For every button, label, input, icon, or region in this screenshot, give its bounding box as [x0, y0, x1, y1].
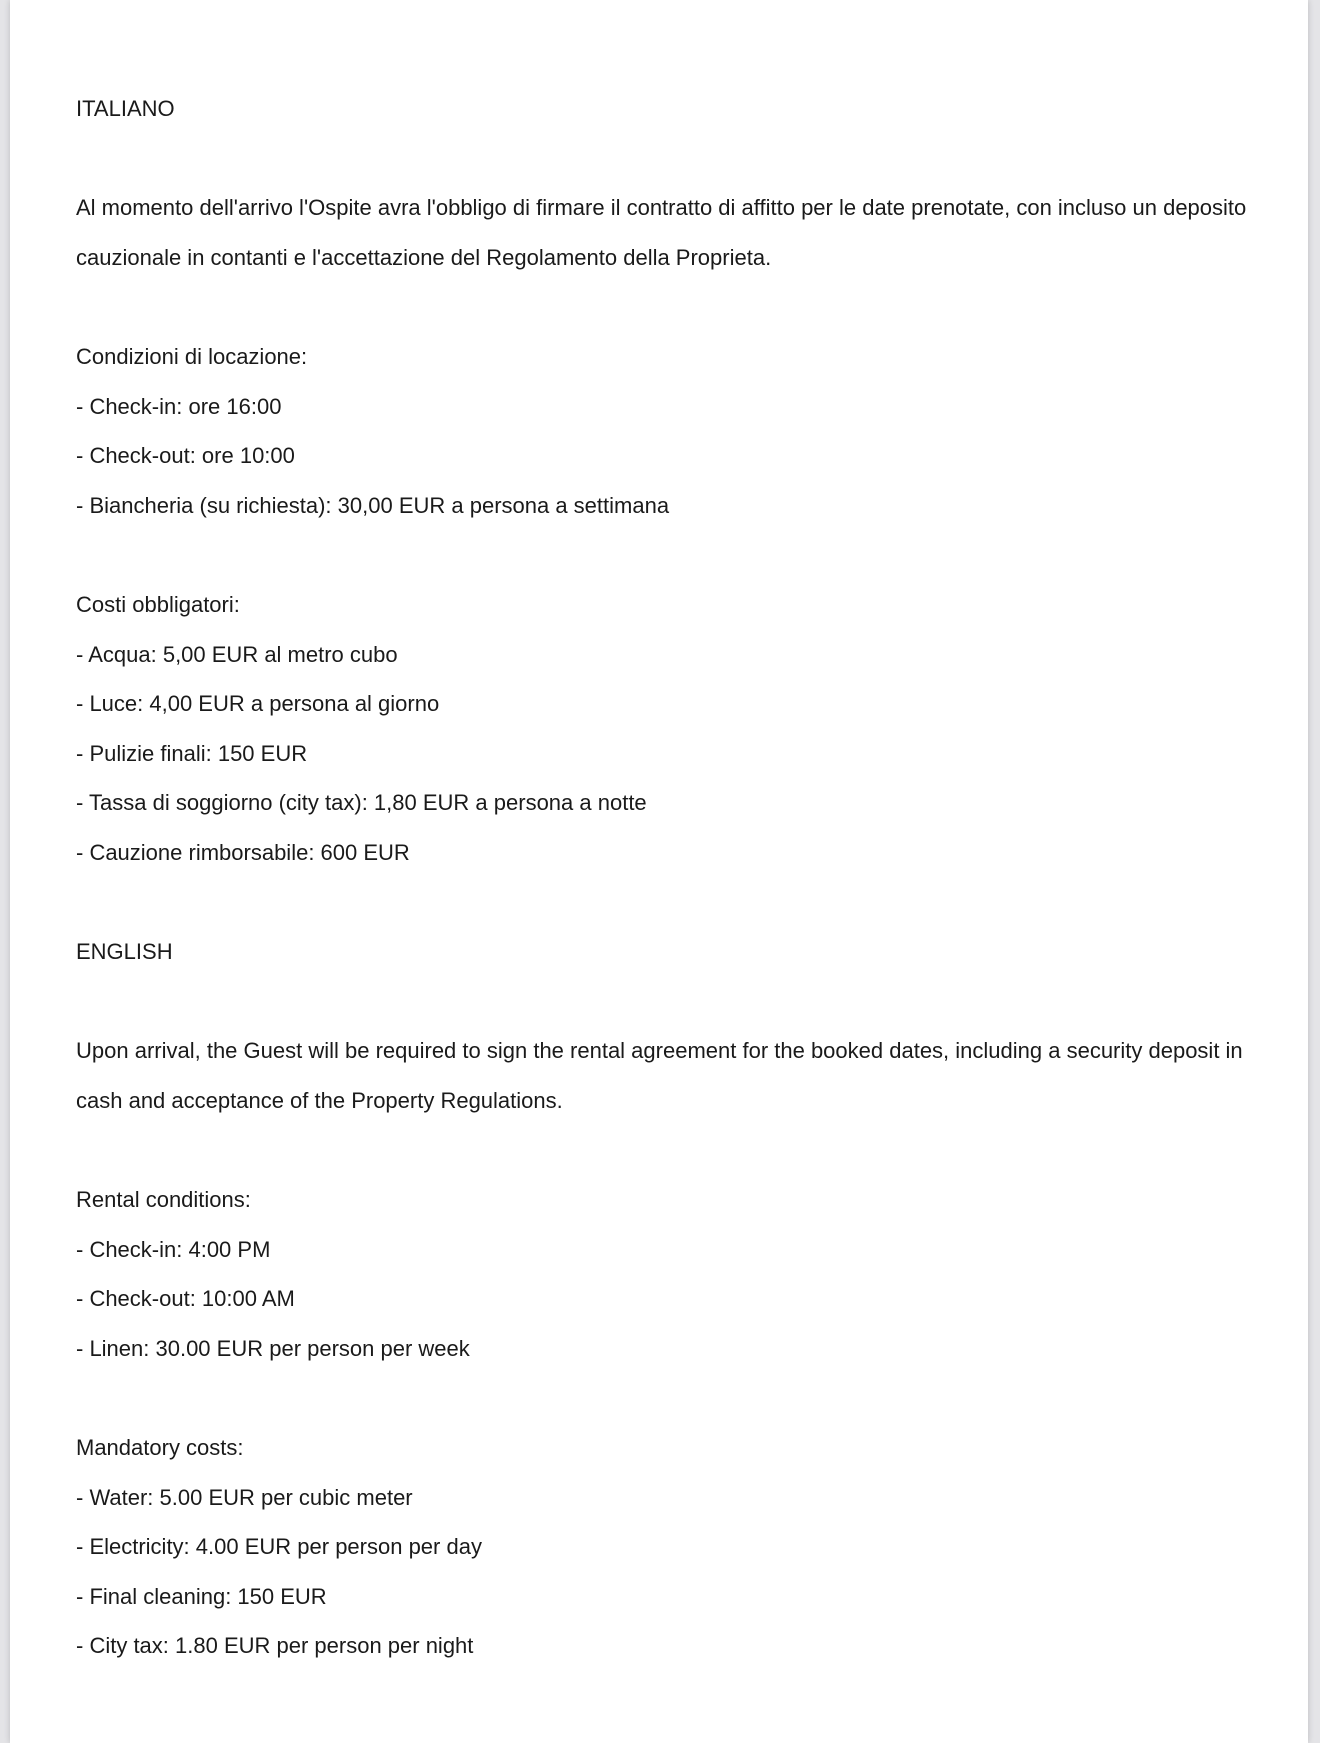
italian-conditions-title: Condizioni di locazione: — [76, 343, 308, 369]
spacer — [76, 282, 1256, 332]
document-page — [10, 0, 1308, 1743]
italian-condition-checkout: - Check-out: ore 10:00 — [76, 443, 295, 469]
italian-heading: ITALIANO — [76, 96, 175, 121]
italian-cost-electricity: - Luce: 4,00 EUR a persona al giorno — [76, 691, 440, 717]
italian-cost-water: - Acqua: 5,00 EUR al metro cubo — [76, 641, 398, 667]
english-condition-linen: - Linen: 30.00 EUR per person per week — [76, 1335, 470, 1361]
english-intro-line-1: Upon arrival, the Guest will be required to sign the rental agreement for the booked dates, including a security deposit in — [76, 1038, 1243, 1064]
italian-condition-linen: - Biancheria (su richiesta): 30,00 EUR a persona a settimana — [76, 492, 670, 518]
english-cost-electricity: - Electricity: 4.00 EUR per person per day — [76, 1534, 482, 1560]
spacer — [76, 878, 1256, 928]
english-conditions-title: Rental conditions: — [76, 1187, 251, 1213]
english-intro-line-2: cash and acceptance of the Property Regulations. — [76, 1087, 563, 1113]
italian-cost-deposit: - Cauzione rimborsabile: 600 EUR — [76, 839, 410, 865]
english-cost-cleaning: - Final cleaning: 150 EUR — [76, 1583, 327, 1609]
italian-costs-title: Costi obbligatori: — [76, 591, 240, 617]
italian-intro-line-2: cauzionale in contanti e l'accettazione del Regolamento della Proprieta. — [76, 244, 772, 270]
english-condition-checkout: - Check-out: 10:00 AM — [76, 1286, 295, 1312]
english-condition-checkin: - Check-in: 4:00 PM — [76, 1236, 271, 1262]
document-body — [76, 84, 1256, 1671]
italian-intro-line-1: Al momento dell'arrivo l'Ospite avra l'obbligo di firmare il contratto di affitto per le date prenotate, con incluso un deposito — [76, 195, 1247, 221]
italian-cost-city-tax: - Tassa di soggiorno (city tax): 1,80 EUR a persona a notte — [76, 790, 647, 816]
italian-cost-cleaning: - Pulizie finali: 150 EUR — [76, 740, 308, 766]
spacer — [76, 977, 1256, 1027]
english-heading: ENGLISH — [76, 939, 173, 965]
spacer — [76, 1125, 1256, 1175]
italian-condition-checkin: - Check-in: ore 16:00 — [76, 393, 282, 419]
english-cost-water: - Water: 5.00 EUR per cubic meter — [76, 1484, 413, 1510]
spacer — [76, 1373, 1256, 1423]
english-cost-city-tax: - City tax: 1.80 EUR per person per night — [76, 1633, 474, 1659]
spacer — [76, 134, 1256, 184]
spacer — [76, 530, 1256, 580]
english-costs-title: Mandatory costs: — [76, 1435, 244, 1461]
